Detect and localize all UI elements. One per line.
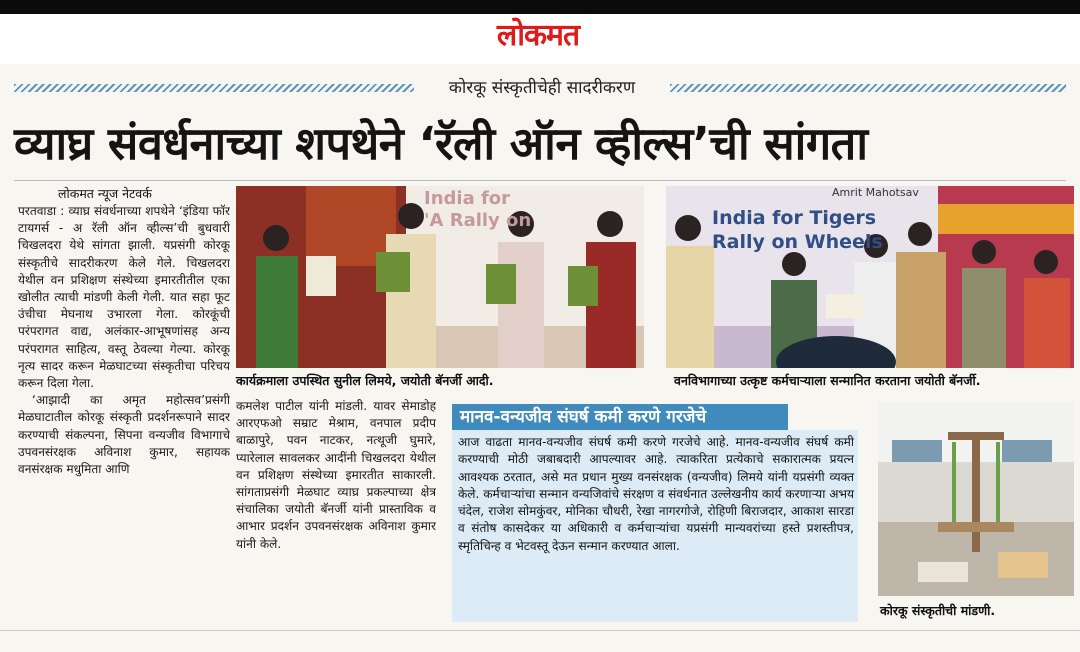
- kicker-hatch-left: [14, 84, 414, 92]
- photo2-caption: वनविभागाच्या उत्कृष्ट कर्मचाऱ्याला सन्मानित करताना जयोती बॅनर्जी.: [674, 373, 981, 388]
- photo2-banner-text: India for Tigers Rally on Wheels: [712, 207, 883, 253]
- photo-award-felicitation: [666, 186, 1074, 368]
- photo3-caption: कोरकू संस्कृतीची मांडणी.: [880, 603, 996, 618]
- kicker-text: कोरकू संस्कृतीचेही सादरीकरण: [448, 78, 636, 98]
- headline: व्याघ्र संवर्धनाच्या शपथेने ‘रॅली ऑन व्हील्स’ची सांगता: [14, 117, 868, 170]
- kicker-hatch-right: [670, 84, 1066, 92]
- article-paragraph: ‘आझादी का अमृत महोत्सव’प्रसंगी मेळघाटातील कोरकू संस्कृती प्रदर्शनरूपाने सादर करण्याची संकल्पना, सिपना वन्यजीव विभागाचे उपवनसंरक्षक अविनाश कुमार, सहायक वनसंरक्षक मधुमिता आणि: [18, 393, 230, 477]
- headline-rule: [14, 180, 1066, 181]
- lokmat-logo: लोकमत: [496, 18, 580, 53]
- photo-event-stage: [236, 186, 644, 368]
- article-column-2: कमलेश पाटील यांनी मांडली. यावर सेमाडोह आरएफओ सम्राट मेश्राम, वनपाल प्रदीप बाळापुरे, पवन नाटकर, नत्थूजी घुमारे, प्यारेलाल सावलकर आदींनी चिखलदरा येथील वन प्रशिक्षण संस्थेच्या इमारतीत साकारली. सांगताप्रसंगी मेळघाट व्याघ्र प्रकल्पाच्या क्षेत्र संचालिका जयोती बॅनर्जी यांनी प्रास्ताविक व आभार प्रदर्शन उपवनसंरक्षक अविनाश कुमार यांनी केले.: [236, 399, 436, 551]
- article-paragraph: परतवाडा : व्याघ्र संवर्धनाच्या शपथेने ‘इंडिया फॉर टायगर्स - अ रॅली ऑन व्हील्स’ची बुधवारी चिखलदरा येथे सांगता झाली. यप्रसंगी कोरकू संस्कृतीचे सादरीकरण केले गेले. चिखलदरा येथील वन प्रशिक्षण संस्थेच्या इमारतीतील एका खोलीत त्याची मांडणी केली गेली. यात सहा फूट उंचीचा मेघनाथ उभारला गेला. कोरकूंची परंपरागत वाद्य, अलंकार-आभूषणांसह अन्य परंपरागत साहित्य, वस्तू ठेवल्या गेल्या. कोरकू नृत्य सादर करून मेळघाटच्या संस्कृतीचा परिचय करून दिला गेला.: [18, 204, 230, 391]
- photo2-banner-top: Amrit Mahotsav: [832, 186, 919, 199]
- top-black-bar: [0, 0, 1080, 14]
- byline: लोकमत न्यूज नेटवर्क: [58, 186, 152, 201]
- photo-korku-illustration: [878, 402, 1074, 596]
- photo-korku-exhibit: [878, 402, 1074, 596]
- article-column-1: [18, 203, 230, 625]
- photo1-caption: कार्यक्रमाला उपस्थित सुनील लिमये, जयोती बॅनर्जी आदी.: [236, 373, 494, 388]
- sidebar-box-heading: मानव-वन्यजीव संघर्ष कमी करणे गरजेचे: [452, 404, 788, 430]
- page-bottom-line: [0, 630, 1080, 631]
- photo1-banner-text: India for 'A Rally on: [424, 188, 532, 231]
- sidebar-box-text: आज वाढता मानव-वन्यजीव संघर्ष कमी करणे गरजेचे आहे. मानव-वन्यजीव संघर्ष कमी करण्याची मोठी जबाबदारी आपल्यावर आहे. त्याकरिता प्रत्येकाचे सकारात्मक प्रयत्न आवश्यक ठरतात, असे मत प्रधान मुख्य वनसंरक्षक (वन्यजीव) लिमये यांनी यप्रसंगी व्यक्त केले. कर्मचाऱ्यांचा सन्मान वन्यजिवांचे संरक्षण व संवर्धनात उल्लेखनीय कार्य करणाऱ्या अभय चंदेल, राजेश सोमकुंवर, मोनिका चौधरी, रेखा नागरगोजे, रोहिणी बिराजदार, आकाश सारडा व संतोष कासदेकर या अधिकारी व कर्मचाऱ्यांचा यप्रसंगी मान्यवरांच्या हस्ते प्रशस्तीपत्र, स्मृतिचिन्ह व भेटवस्तू देऊन सन्मान करण्यात आला.: [458, 435, 854, 553]
